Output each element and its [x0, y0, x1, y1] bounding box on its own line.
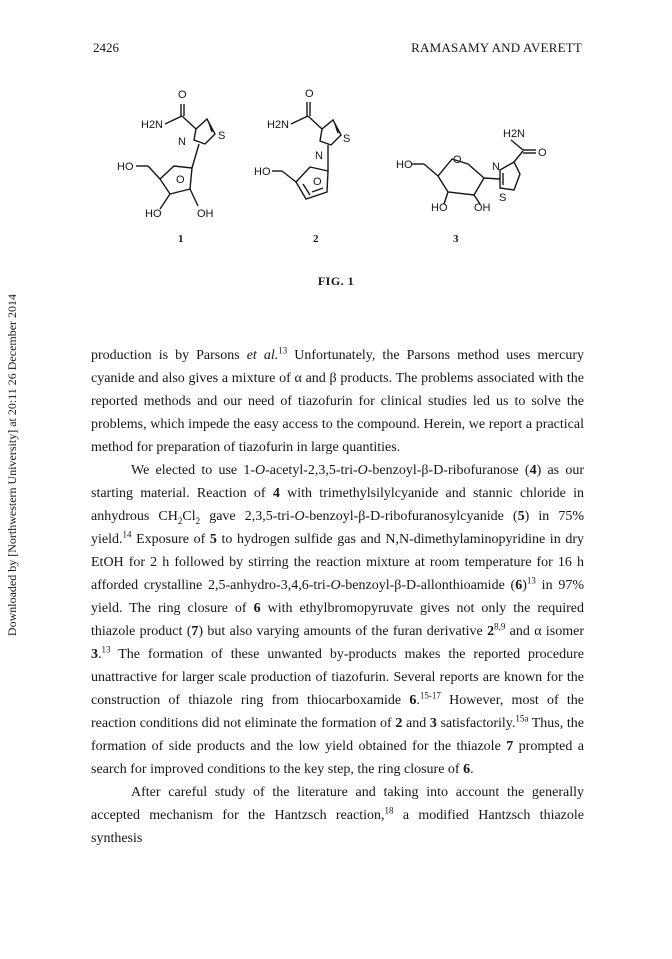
text-run: gave 2,3,5-tri-: [200, 509, 295, 524]
text-run: a modified Hantzsch thiazole synthesis: [91, 808, 584, 846]
reference-citation: 15-17: [419, 690, 441, 701]
text-run: -benzoyl-β-D-ribofuranose (: [367, 463, 530, 478]
text-run: satisfactorily.: [436, 716, 516, 731]
text-run: Exposure of: [131, 532, 210, 547]
text-run: with ethylbromopyruvate gives not only the required thiazole product (: [91, 601, 584, 639]
s1-number: 1: [178, 233, 184, 245]
reference-citation: 8,9: [494, 621, 506, 632]
text-run: -benzoyl-β-D-ribofuranosylcyanide (: [304, 509, 518, 524]
s2-label-h2n: H2N: [267, 119, 290, 131]
s3-label-ho-top: HO: [396, 159, 413, 171]
compound-number: 2: [395, 716, 403, 731]
s1-label-ho-top: HO: [117, 161, 134, 173]
text-run: ) but also varying amounts of the furan derivative: [198, 624, 488, 639]
s1-label-o: O: [178, 89, 187, 101]
text-run: prompted a search for improved conditions to the key step, the ring closure of: [91, 739, 584, 777]
text-run: -acetyl-2,3,5-tri-: [265, 463, 358, 478]
s3-label-s: S: [499, 192, 507, 204]
text-run: -benzoyl-β-D-allonthioamide (: [340, 578, 516, 593]
reference-citation: 18: [384, 805, 394, 816]
s2-label-ho: HO: [254, 166, 271, 178]
text-run: 2: [195, 515, 201, 526]
structure-1: [117, 89, 225, 245]
structure-2: [254, 88, 350, 245]
text-run: O: [330, 578, 341, 593]
text-run: O: [255, 463, 266, 478]
s1-label-h2n: H2N: [141, 119, 164, 131]
compound-number: 4: [529, 463, 537, 478]
text-run: We elected to use 1-: [131, 463, 255, 478]
figure-1: [0, 84, 672, 304]
s1-oh-bond-right: [190, 189, 198, 206]
s2-label-o: O: [305, 88, 314, 100]
s1-label-s: S: [218, 130, 226, 142]
s2-ch2-bond: [282, 171, 296, 182]
s3-ring-link: [484, 178, 500, 179]
compound-number: 6: [253, 601, 261, 616]
s1-ch2-bond: [148, 166, 160, 179]
compound-number: 4: [272, 486, 280, 501]
text-run: ): [522, 578, 527, 593]
text-run: with trimethylsilylcyanide and stannic chloride in anhydrous CH: [91, 486, 584, 524]
paragraph-3: [91, 781, 584, 850]
s3-carbonyl-ring-bond: [514, 151, 523, 162]
running-head: RAMASAMY AND AVERETT: [411, 40, 582, 55]
text-run: After careful study of the literature and taking into account the generally accepted mechanism for the Hantzsch reaction,: [91, 785, 584, 823]
compound-number: 2: [487, 624, 495, 639]
figure-caption: FIG. 1: [317, 274, 355, 288]
compound-number: 7: [506, 739, 514, 754]
text-run: .: [470, 762, 474, 777]
text-run: production is by Parsons: [91, 348, 247, 363]
structure-diagram: [0, 84, 672, 274]
s2-number: 2: [313, 233, 319, 245]
s1-label-ring-o: O: [176, 174, 185, 186]
structure-3: [396, 128, 547, 245]
s2-label-ring-o: O: [313, 176, 322, 188]
compound-number: 6: [515, 578, 523, 593]
s2-furan-ring: [296, 167, 328, 199]
paragraph-2: [91, 459, 584, 781]
text-run: Thus, the formation of side products and the low yield obtained for the thiazole: [91, 716, 584, 754]
s2-furan-double-1: [303, 184, 310, 195]
s3-label-oh: OH: [474, 202, 491, 214]
text-run: .: [98, 647, 102, 662]
reference-citation: 14: [122, 529, 132, 540]
s1-label-ho-bottom: HO: [145, 208, 162, 220]
s3-amide-bond: [511, 140, 523, 150]
text-run: Cl: [182, 509, 196, 524]
text-run: .: [416, 693, 420, 708]
text-run: The formation of these unwanted by-products makes the reported procedure unattractive for larger scale production of tiazofurin. Several reports are known for the construction of thiazole ring from thiocarboxamide: [91, 647, 584, 708]
compound-number: 6: [409, 693, 417, 708]
reference-citation: 13: [278, 345, 288, 356]
s3-label-n: N: [492, 161, 500, 173]
s3-label-o: O: [538, 147, 547, 159]
reference-citation: 13: [526, 575, 536, 586]
s1-label-n: N: [178, 136, 186, 148]
text-run: O: [294, 509, 305, 524]
s2-amide-bond: [291, 116, 308, 124]
s3-number: 3: [453, 233, 459, 245]
s1-ring-link: [192, 144, 199, 168]
s1-amide-bond: [165, 116, 182, 124]
s2-furan-double-2: [312, 188, 323, 192]
text-run: to hydrogen sulfide gas and N,N-dimethylaminopyridine in dry EtOH for 2 h followed by stirring the reaction mixture at room temperature for 16 h afforded crystalline 2,5-anhydro-3,4,6-tri-: [91, 532, 584, 593]
s1-label-oh: OH: [197, 208, 214, 220]
s2-label-n: N: [315, 150, 323, 162]
text-run: ) as our starting material. Reaction of: [91, 463, 584, 501]
compound-number: 5: [209, 532, 217, 547]
text-run: and α isomer: [505, 624, 584, 639]
text-run: et al.: [246, 348, 279, 363]
s2-carbonyl-ring-bond: [308, 116, 322, 129]
text-run: However, most of the reaction conditions did not eliminate the formation of: [91, 693, 584, 731]
compound-number: 7: [191, 624, 199, 639]
text-run: and: [402, 716, 430, 731]
s3-label-ring-o: O: [453, 154, 462, 166]
compound-number: 5: [517, 509, 525, 524]
s2-label-s: S: [343, 133, 351, 145]
reference-citation: 13: [101, 644, 111, 655]
page-header: [0, 40, 672, 60]
compound-number: 3: [429, 716, 437, 731]
page-number: 2426: [93, 40, 119, 55]
compound-number: 3: [91, 647, 98, 662]
text-run: O: [357, 463, 368, 478]
s3-label-h2n: H2N: [503, 128, 526, 140]
compound-number: 6: [463, 762, 471, 777]
text-run: Unfortunately, the Parsons method uses mercury cyanide and also gives a mixture of α and β products. The problems associated with the reported methods and our need of tiazofurin for clinical studies led us to solve the problems, which impede the easy access to the compound. Herein, we report a practical method for preparation of tiazofurin in large quantities.: [91, 348, 584, 455]
s3-ch2-bond: [424, 164, 438, 176]
text-run: ) in 75% yield.: [91, 509, 584, 547]
s1-oh-bond-left: [160, 194, 170, 209]
text-run: in 97% yield. The ring closure of: [91, 578, 585, 616]
download-watermark-text: Downloaded by [Northwestern University] at 20:11 26 December 2014: [5, 293, 19, 637]
reference-citation: 15a: [515, 713, 529, 724]
s1-carbonyl-ring-bond: [182, 116, 196, 129]
paragraph-1: [91, 344, 584, 459]
s3-label-ho-bottom: HO: [431, 202, 448, 214]
text-run: 2: [177, 515, 183, 526]
body-text: [91, 344, 584, 850]
download-watermark: [2, 290, 20, 640]
